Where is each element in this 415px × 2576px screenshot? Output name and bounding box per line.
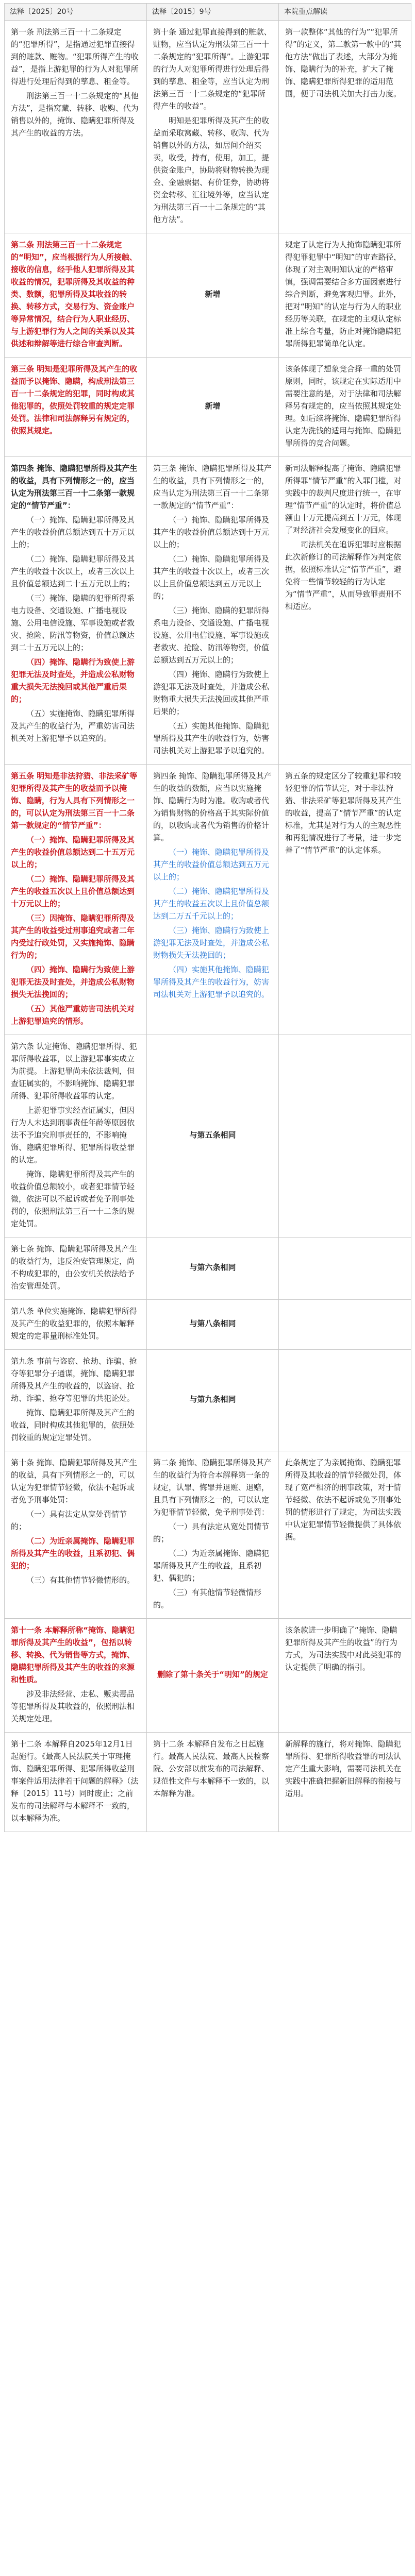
old-interpretation-cell bbox=[147, 1619, 279, 1733]
paragraph: 第四条 掩饰、隐瞒犯罪所得及其产生的收益，具有下列情形之一的，应当认定为刑法第三百一十二条第一款规定的“情节严重”： bbox=[11, 464, 138, 510]
table-row bbox=[5, 233, 411, 358]
paragraph: （二）掩饰、隐瞒犯罪所得及其产生的收益五次以上且价值总额达到二万五千元以上的； bbox=[153, 887, 270, 921]
paragraph: （三）有其他情节轻微情形的。 bbox=[153, 1588, 262, 1609]
paragraph: 第六条 认定掩饰、隐瞒犯罪所得、犯罪所得收益罪，以上游犯罪事实成立为前提。上游犯罪尚未依法裁判，但查证属实的，不影响掩饰、隐瞒犯罪所得、犯罪所得收益罪的认定。 bbox=[11, 1042, 137, 1100]
paragraph: 第三条 掩饰、隐瞒犯罪所得及其产生的收益，具有下列情形之一的，应当认定为刑法第三百一十二条第一款规定的“情节严重”： bbox=[153, 464, 272, 510]
table-row bbox=[5, 1350, 411, 1451]
paragraph: 上游犯罪事实经查证属实，但因行为人未达到刑事责任年龄等原因依法不予追究刑事责任的，不影响掩饰、隐瞒犯罪所得、犯罪所得收益罪的认定。 bbox=[11, 1106, 135, 1164]
comparison-table bbox=[4, 3, 411, 1832]
new-interpretation-cell bbox=[5, 1035, 147, 1238]
analysis-cell bbox=[279, 1733, 411, 1832]
table-row bbox=[5, 1238, 411, 1300]
old-interpretation-cell bbox=[147, 457, 279, 765]
paragraph: （二）掩饰、隐瞒犯罪所得及其产生的收益十次以上，或者三次以上且价值总额达到五万元以上的； bbox=[153, 554, 270, 601]
paragraph: 删除了第十条关于“明知”的规定 bbox=[157, 1670, 268, 1679]
table-header-row bbox=[5, 4, 411, 21]
paragraph: 新解释的施行，将对掩饰、隐瞒犯罪所得、犯罪所得收益罪的司法认定产生重大影响，需要司法机关在实践中准确把握新旧解释的衔接与适用。 bbox=[285, 1739, 402, 1798]
paragraph: （一）具有法定从宽处罚情节的； bbox=[11, 1510, 127, 1531]
paragraph: （二）为近亲属掩饰、隐瞒犯罪所得及其产生的收益，且系初犯、偶犯的； bbox=[153, 1549, 270, 1583]
paragraph: 与第五条相同 bbox=[189, 1130, 236, 1140]
paragraph: 掩饰、隐瞒犯罪所得及其产生的收益，同时构成其他犯罪的，依照处罚较重的规定定罪处罚。 bbox=[11, 1408, 135, 1442]
paragraph: （四）掩饰、隐瞒行为致使上游犯罪无法及时查处，并造成公私财物重大损失无法挽回或其他严重后果的； bbox=[153, 670, 270, 716]
header-analysis: 本院重点解读 bbox=[279, 4, 411, 21]
old-interpretation-cell bbox=[147, 1300, 279, 1350]
paragraph: 第十条 通过犯罪直接得到的赃款、赃物，应当认定为刑法第三百一十二条规定的“犯罪所得”。上游犯罪的行为人对犯罪所得进行处理后得到的孳息、租金等，应当认定为刑法第三百一十二条规定的“犯罪所得产生的收益”。 bbox=[153, 27, 272, 111]
header-old-interpretation: 法释〔2015〕9号 bbox=[147, 4, 279, 21]
paragraph: （一）掩饰、隐瞒犯罪所得及其产生的收益价值总额达到五万元以上的； bbox=[153, 848, 270, 882]
paragraph: 新增 bbox=[205, 290, 221, 299]
new-interpretation-cell bbox=[5, 1300, 147, 1350]
paragraph: 第五条的规定区分了较重犯罪和较轻犯罪的情节认定，对于非法狩猎、非法采矿等犯罪所得及其产生的收益，提高了“情节严重”的认定标准，尤其是对行为人的主观恶性和再犯情况进行了考量，进一步完善了“情节严重”的认定体系。 bbox=[285, 771, 402, 855]
analysis-cell bbox=[279, 1619, 411, 1733]
paragraph: （四）实施其他掩饰、隐瞒犯罪所得及其产生的收益行为，妨害司法机关对上游犯罪予以追究的。 bbox=[153, 965, 270, 999]
paragraph: （四）掩饰、隐瞒行为致使上游犯罪无法及时查处，并造成公私财物损失无法挽回的； bbox=[11, 965, 135, 999]
analysis-cell bbox=[279, 1238, 411, 1300]
analysis-cell bbox=[279, 765, 411, 1035]
paragraph: 第一条 刑法第三百一十二条规定的“犯罪所得”，是指通过犯罪直接得到的赃款、赃物。“犯罪所得产生的收益”，是指上游犯罪的行为人对犯罪所得进行处理后得到的孳息、租金等。 bbox=[11, 27, 139, 86]
paragraph: 掩饰、隐瞒犯罪所得及其产生的收益价值总额较小，或者犯罪情节轻微，依法可以不起诉或者免予刑事处罚的，依照刑法第三百一十二条的规定处罚。 bbox=[11, 1170, 135, 1228]
paragraph: 第十二条 本解释自发布之日起施行。最高人民法院、最高人民检察院、公安部以前发布的司法解释、规范性文件与本解释不一致的，以本解释为准。 bbox=[153, 1739, 270, 1798]
paragraph: 第四条 掩饰、隐瞒犯罪所得及其产生的收益的数额，应当以实施掩饰、隐瞒行为时为准。收购或者代为销售财物的价格高于其实际价值的，以收购或者代为销售的价格计算。 bbox=[153, 771, 272, 842]
paragraph: （一）具有法定从宽处罚情节的； bbox=[153, 1522, 270, 1544]
paragraph: 新司法解释提高了掩饰、隐瞒犯罪所得罪“情节严重”的入罪门槛，对实践中的裁判尺度进行统一，在审理“情节严重”的认定时，将价值总额由十万元提高到五十万元，体现了对经济社会发展变化的回应。 bbox=[285, 464, 402, 535]
paragraph: （一）掩饰、隐瞒犯罪所得及其产生的收益价值总额达到二十五万元以上的； bbox=[11, 835, 135, 869]
paragraph: （三）因掩饰、隐瞒犯罪所得及其产生的收益受过刑事追究或者二年内受过行政处罚，又实施掩饰、隐瞒行为的； bbox=[11, 913, 135, 960]
paragraph: （二）为近亲属掩饰、隐瞒犯罪所得及其产生的收益，且系初犯、偶犯的； bbox=[11, 1536, 135, 1570]
paragraph: 第二条 掩饰、隐瞒犯罪所得及其产生的收益行为符合本解释第一条的规定，认罪、悔罪并退赃、退赔，且具有下列情形之一的，可以认定为犯罪情节轻微，免予刑事处罚： bbox=[153, 1458, 272, 1517]
new-interpretation-cell bbox=[5, 21, 147, 233]
paragraph: 与第八条相同 bbox=[189, 1319, 236, 1328]
analysis-cell bbox=[279, 1035, 411, 1238]
paragraph: 规定了认定行为人掩饰隐瞒犯罪所得犯罪犯罪中“明知”的审查路径，体现了对主观明知认定的严格审慎，强调需要结合多方面因素进行综合判断，避免客观归罪。此外，把对“明知”的认定与行为人的职业经历等关联，在规定的主观认定标准上综合考量，防止对掩饰隐瞒犯罪所得犯罪简单化认定。 bbox=[285, 240, 402, 348]
table-row bbox=[5, 21, 411, 233]
paragraph: 与第六条相同 bbox=[189, 1263, 236, 1272]
new-interpretation-cell bbox=[5, 1451, 147, 1619]
paragraph: 该条款进一步明确了“掩饰、隐瞒犯罪所得及其产生的收益”的行为方式，为司法实践中对此类犯罪的认定提供了明确的指引。 bbox=[285, 1625, 402, 1672]
paragraph: 第三条 明知是犯罪所得及其产生的收益而予以掩饰、隐瞒，构成刑法第三百一十二条规定的犯罪，同时构成其他犯罪的，依照处罚较重的规定定罪处罚。法律和司法解释另有规定的，依照其规定。 bbox=[11, 364, 138, 435]
new-interpretation-cell bbox=[5, 1619, 147, 1733]
paragraph: （一）掩饰、隐瞒犯罪所得及其产生的收益价值总额达到五十万元以上的； bbox=[11, 515, 135, 549]
paragraph: （三）有其他情节轻微情形的。 bbox=[26, 1575, 135, 1585]
table-row bbox=[5, 1300, 411, 1350]
table-row bbox=[5, 358, 411, 457]
paragraph: （五）实施掩饰、隐瞒犯罪所得及其产生的收益行为，严重妨害司法机关对上游犯罪予以追究的。 bbox=[11, 709, 135, 743]
paragraph: 新增 bbox=[205, 401, 221, 411]
new-interpretation-cell bbox=[5, 1350, 147, 1451]
table-row bbox=[5, 1035, 411, 1238]
old-interpretation-cell bbox=[147, 233, 279, 358]
paragraph: （三）掩饰、隐瞒行为致使上游犯罪无法及时查处，并造成公私财物损失无法挽回的； bbox=[153, 926, 270, 960]
paragraph: 刑法第三百一十二条规定的“其他方法”，是指窝藏、转移、收购、代为销售以外的，掩饰、隐瞒犯罪所得及其产生的收益的方法。 bbox=[11, 91, 139, 138]
paragraph: 与第九条相同 bbox=[189, 1395, 236, 1404]
old-interpretation-cell bbox=[147, 1035, 279, 1238]
paragraph: （三）掩饰、隐瞒的犯罪所得系电力设备、交通设施、广播电视设施、公用电信设施、军事设施或者救灾、抢险、防汛等物资，价值总额达到五万元以上的； bbox=[153, 606, 270, 665]
paragraph: （二）掩饰、隐瞒犯罪所得及其产生的收益五次以上且价值总额达到十万元以上的； bbox=[11, 874, 135, 908]
paragraph: 第五条 明知是非法狩猎、非法采矿等犯罪所得及其产生的收益而予以掩饰、隐瞒，行为人具有下列情形之一的，可以认定为刑法第三百一十二条第一款规定的“情节严重”： bbox=[11, 771, 138, 830]
table-row bbox=[5, 1619, 411, 1733]
paragraph: 第七条 掩饰、隐瞒犯罪所得及其产生的收益行为，违反治安管理规定，尚不构成犯罪的，由公安机关依法给予治安管理处罚。 bbox=[11, 1244, 137, 1291]
analysis-cell bbox=[279, 233, 411, 358]
old-interpretation-cell bbox=[147, 21, 279, 233]
paragraph: 涉及非法经营、走私、贩卖毒品等犯罪所得及其收益的，依照刑法相关规定处理。 bbox=[11, 1689, 135, 1723]
analysis-cell bbox=[279, 21, 411, 233]
new-interpretation-cell bbox=[5, 1238, 147, 1300]
paragraph: 第十一条 本解释所称“掩饰、隐瞒犯罪所得及其产生的收益”，包括以转移、转换、代为销售等方式，掩饰、隐瞒犯罪所得及其产生的收益的来源和性质。 bbox=[11, 1625, 135, 1684]
paragraph: 司法机关在追诉犯罪时应根据此次新修订的司法解释作为判定依据，依照标准认定“情节严重”，避免将一些情节较轻的行为认定为“情节严重”，从而导致罪责刑不相适应。 bbox=[285, 540, 402, 611]
paragraph: 第二条 刑法第三百一十二条规定的“明知”，应当根据行为人所接触、接收的信息，经手他人犯罪所得及其收益的情况，犯罪所得及其收益的种类、数额，犯罪所得及其收益的转换、转移方式，交易行为、资金账户等异常情况，结合行为人职业经历、与上游犯罪行为人之间的关系以及其供述和辩解等进行综合审查判断。 bbox=[11, 240, 137, 348]
paragraph: 第九条 事前与盗窃、抢劫、诈骗、抢夺等犯罪分子通谋，掩饰、隐瞒犯罪所得及其产生的收益的，以盗窃、抢劫、诈骗、抢夺等犯罪的共犯论处。 bbox=[11, 1357, 137, 1403]
paragraph: 该条体现了想象竞合择一重的处罚原则，同时，该规定在实际适用中需要注意的是，对于法律和司法解释另有规定的，应当依照其规定处理。如后续将掩饰、隐瞒犯罪所得认定为洗钱的适用与掩饰、隐瞒犯罪所得的竞合问题。 bbox=[285, 364, 402, 448]
analysis-cell bbox=[279, 457, 411, 765]
paragraph: 第十二条 本解释自2025年12月1日起施行。《最高人民法院关于审理掩饰、隐瞒犯罪所得、犯罪所得收益刑事案件适用法律若干问题的解释》（法释〔2015〕11号）同时废止；之前发布的司法解释与本解释不一致的，以本解释为准。 bbox=[11, 1739, 139, 1823]
analysis-cell bbox=[279, 358, 411, 457]
old-interpretation-cell bbox=[147, 1733, 279, 1832]
new-interpretation-cell bbox=[5, 457, 147, 765]
table-row bbox=[5, 1733, 411, 1832]
paragraph: （二）掩饰、隐瞒犯罪所得及其产生的收益十次以上，或者三次以上且价值总额达到二十五万元以上的； bbox=[11, 554, 135, 588]
paragraph: （四）掩饰、隐瞒行为致使上游犯罪无法及时查处，并造成公私财物重大损失无法挽回或其他严重后果的； bbox=[11, 657, 135, 704]
table-row bbox=[5, 1451, 411, 1619]
new-interpretation-cell bbox=[5, 765, 147, 1035]
paragraph: （五）实施其他掩饰、隐瞒犯罪所得及其产生的收益行为，妨害司法机关对上游犯罪予以追究的。 bbox=[153, 721, 270, 755]
old-interpretation-cell bbox=[147, 1238, 279, 1300]
new-interpretation-cell bbox=[5, 1733, 147, 1832]
paragraph: 此条规定了为亲属掩饰、隐瞒犯罪所得及其收益的情节轻微处罚，体现了宽严相济的刑事政策，对于情节轻微、依法不起诉或免予刑事处罚的情形进行了规定，为司法实践中认定犯罪情节轻微提供了具体依据。 bbox=[285, 1458, 402, 1541]
paragraph: （五）其他严重妨害司法机关对上游犯罪追究的情形。 bbox=[11, 1004, 135, 1026]
paragraph: 第一款整体“其他的行为”“犯罪所得”的定义，第二款第一款中的“其他方法”做出了表述，大部分为掩饰、隐瞒行为的补充，扩大了掩饰、隐瞒犯罪所得犯罪的适用范围，便于司法机关加大打击力度。 bbox=[285, 27, 402, 98]
comparison-document bbox=[4, 3, 411, 1832]
old-interpretation-cell bbox=[147, 1451, 279, 1619]
old-interpretation-cell bbox=[147, 765, 279, 1035]
new-interpretation-cell bbox=[5, 358, 147, 457]
table-row bbox=[5, 765, 411, 1035]
paragraph: （三）掩饰、隐瞒的犯罪所得系电力设备、交通设施、广播电视设施、公用电信设施、军事设施或者救灾、抢险、防汛等物资，价值总额达到二十五万元以上的； bbox=[11, 594, 135, 652]
new-interpretation-cell bbox=[5, 233, 147, 358]
analysis-cell bbox=[279, 1300, 411, 1350]
old-interpretation-cell bbox=[147, 358, 279, 457]
paragraph: 第八条 单位实施掩饰、隐瞒犯罪所得及其产生的收益犯罪的，依照本解释规定的定罪量刑标准处罚。 bbox=[11, 1307, 137, 1341]
analysis-cell bbox=[279, 1350, 411, 1451]
header-new-interpretation: 法释〔2025〕20号 bbox=[5, 4, 147, 21]
table-row bbox=[5, 457, 411, 765]
analysis-cell bbox=[279, 1451, 411, 1619]
paragraph: （一）掩饰、隐瞒犯罪所得及其产生的收益价值总额达到十万元以上的； bbox=[153, 515, 270, 549]
paragraph: 明知是犯罪所得及其产生的收益而采取窝藏、转移、收购、代为销售以外的方法，如居间介绍买卖，收受，持有，使用，加工，提供资金账户，协助将财物转换为现金、金融票据、有价证券，协助将资金转移、汇往境外等，应当认定为刑法第三百一十二条规定的“其他方法”。 bbox=[153, 116, 270, 224]
paragraph: 第十条 掩饰、隐瞒犯罪所得及其产生的收益，具有下列情形之一的，可以认定为犯罪情节轻微，依法不起诉或者免予刑事处罚： bbox=[11, 1458, 137, 1504]
old-interpretation-cell bbox=[147, 1350, 279, 1451]
